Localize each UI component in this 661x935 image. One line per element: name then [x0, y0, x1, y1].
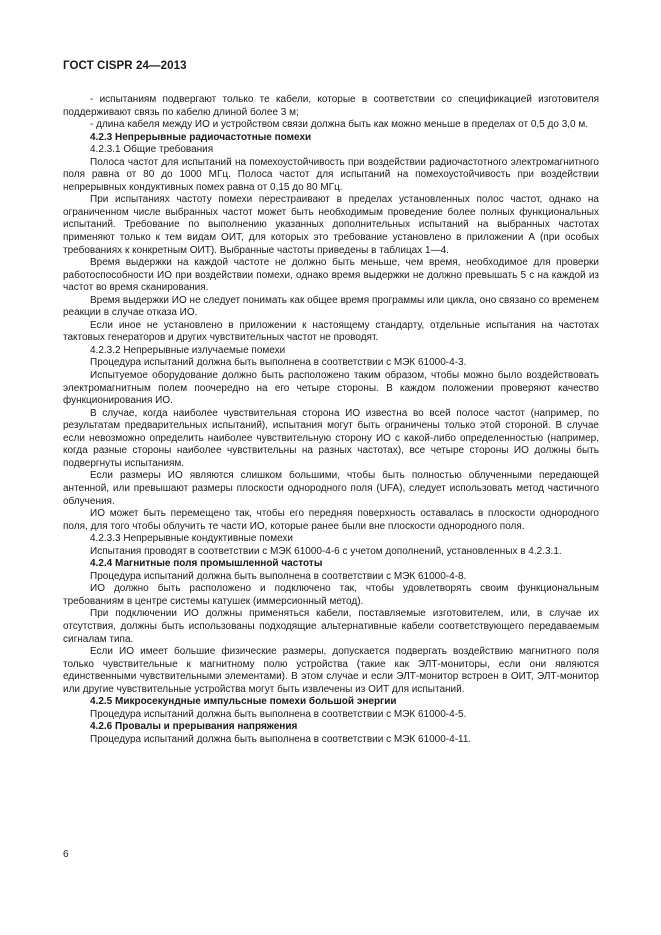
paragraph: 4.2.3.1 Общие требования	[90, 144, 214, 156]
paragraph: Испытуемое оборудование должно быть расположено таким образом, чтобы можно было воздействовать электромагнитным полем поочередно на его четыре стороны. В каждом положении проверяют качество функционирования ИО.	[63, 370, 599, 407]
paragraph: Полоса частот для испытаний на помехоустойчивость при воздействии радиочастотного электромагнитного поля равна от 80 до 1000 МГц. Полоса частот для испытаний на помехоустойчивость при воздействии непрерывных кондуктивных помех равна от 0,15 до 80 МГц.	[63, 156, 599, 193]
paragraph: Если иное не установлено в приложении к настоящему стандарту, отдельные испытания на частотах тактовых генераторов и других чувствительных частот не проводят.	[63, 319, 599, 344]
paragraph: Время выдержки на каждой частоте не должно быть меньше, чем время, необходимое для проверки работоспособности ИО при воздействии помехи, однако время выдержки не должно превышать 5 с на каждой из частот во время сканирования.	[63, 257, 599, 294]
section-heading: 4.2.3 Непрерывные радиочастотные помехи	[90, 131, 312, 143]
paragraph: ИО может быть перемещено так, чтобы его передняя поверхность оставалась в плоскости однородного поля, для того чтобы облучить те части ИО, которые ранее были вне плоскости однородного поля.	[63, 508, 599, 532]
paragraph: При испытаниях частоту помехи перестраивают в пределах установленных полос частот, однако на ограниченном числе выбранных частот может быть необходимым проведение более полных функциональных испытаний. Требование по выполнению указанных дополнительных испытаний на выбранных частотах применяют только к тем видам ОИТ, для которых это требование установлено в приложении А (при особых требованиях к конкретным ОИТ). Выбранные частоты приведены в таблицах 1—4.	[63, 194, 599, 256]
paragraph: 4.2.3.3 Непрерывные кондуктивные помехи	[90, 533, 293, 545]
paragraph: Время выдержки ИО не следует понимать как общее время программы или цикла, оно связано со временем реакции в случае отказа ИО.	[63, 294, 599, 319]
paragraph: В случае, когда наиболее чувствительная сторона ИО известна во всей полосе частот (например, по результатам предварительных испытаний), испытания могут быть ограничены только этой стороной. В случае если невозможно определить наиболее чувствительную сторону ИО с какой-либо определенностью (например, когда разные стороны наиболее чувствительны на разных частотах), все четыре стороны ИО должны быть подвергнуты испытаниям.	[63, 407, 599, 469]
section-heading: 4.2.4 Магнитные поля промышленной частоты	[90, 558, 323, 570]
page-number: 6	[63, 849, 69, 860]
paragraph: ИО должно быть расположено и подключено так, чтобы удовлетворять своим функциональным требованиям в центре системы катушек (иммерсионный метод).	[63, 583, 599, 607]
paragraph: Если ИО имеет большие физические размеры, допускается подвергать воздействию магнитного поля только чувствительные к магнитному полю устройства (такие как ЭЛТ-мониторы, если они являются единственными чувствительными элементами). В этом случае и если ЭЛТ-монитор встроен в ОИТ, ЭЛТ-монитор или другие чувствительные устройства могут быть извлечены из ОИТ для испытаний.	[63, 646, 599, 695]
document-body	[63, 94, 599, 746]
paragraph: Процедура испытаний должна быть выполнена в соответствии с МЭК 61000-4-8.	[90, 570, 467, 582]
paragraph: - длина кабеля между ИО и устройством связи должна быть как можно меньше в пределах от 0,5 до 3,0 м.	[90, 119, 589, 131]
section-heading: 4.2.5 Микросекундные импульсные помехи большой энергии	[90, 696, 397, 708]
paragraph: Испытания проводят в соответствии с МЭК 61000-4-6 с учетом дополнений, установленных в 4.2.3.1.	[90, 545, 562, 557]
paragraph: Процедура испытаний должна быть выполнена в соответствии с МЭК 61000-4-3.	[90, 357, 467, 369]
paragraph: Процедура испытаний должна быть выполнена в соответствии с МЭК 61000-4-5.	[90, 708, 467, 720]
document-header: ГОСТ CISPR 24—2013	[63, 60, 187, 72]
paragraph: - испытаниям подвергают только те кабели, которые в соответствии со спецификацией изготовителя поддерживают связь по кабелю длиной более 3 м;	[63, 94, 599, 118]
section-heading: 4.2.6 Провалы и прерывания напряжения	[90, 721, 298, 733]
paragraph: Если размеры ИО являются слишком большими, чтобы быть полностью облученными передающей антенной, или превышают размеры плоскости однородного поля (UFA), следует использовать метод частичного облучения.	[63, 470, 599, 507]
paragraph: При подключении ИО должны применяться кабели, поставляемые изготовителем, или, в случае их отсутствия, должны быть использованы подходящие альтернативные кабели соответствующего передаваемым сигналам типа.	[63, 608, 599, 645]
paragraph: Процедура испытаний должна быть выполнена в соответствии с МЭК 61000-4-11.	[90, 733, 472, 745]
paragraph: 4.2.3.2 Непрерывные излучаемые помехи	[90, 344, 286, 356]
